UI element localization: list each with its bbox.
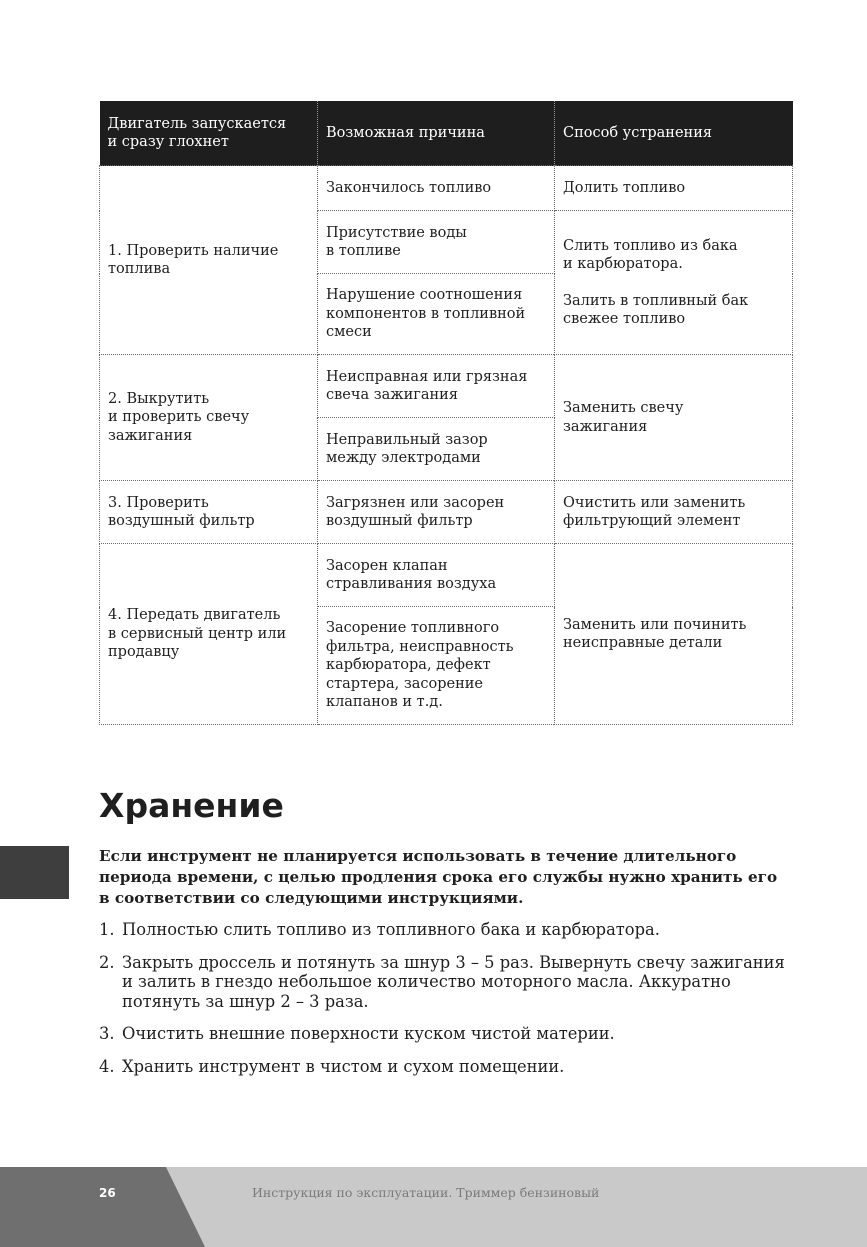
remedy-text: Залить в топливный бак свежее топливо — [563, 292, 749, 327]
list-item-number: 2. — [99, 952, 115, 972]
list-item-number: 3. — [99, 1024, 115, 1043]
list-item-text: Закрыть дроссель и потянуть за шнур 3 – 5 раз. Вывернуть свечу зажигания и залить в гнездо небольшое количество моторного масла. Аккуратно потянуть за шнур 2 – 3 раза. — [122, 952, 785, 1011]
list-item — [99, 953, 789, 1012]
list-item — [99, 1024, 789, 1044]
list-item-text: Очистить внешние поверхности куском чистой материи. — [122, 1024, 615, 1043]
check-cell: 2. Выкрутить и проверить свечу зажигания — [100, 355, 318, 481]
cause-cell: Загрязнен или засорен воздушный фильтр — [318, 481, 555, 544]
cause-cell: Нарушение соотношения компонентов в топливной смеси — [318, 274, 555, 355]
list-item-number: 1. — [99, 920, 115, 939]
list-item — [99, 1057, 789, 1077]
storage-intro: Если инструмент не планируется использовать в течение длительного периода времени, с целью продления срока его службы нужно хранить его в соответствии со следующими инструкциями. — [99, 847, 778, 907]
header-remedy: Способ устранения — [555, 101, 793, 166]
check-cell: 4. Передать двигатель в сервисный центр или продавцу — [100, 544, 318, 725]
cause-cell: Засорение топливного фильтра, неисправность карбюратора, дефект стартера, засорение клапанов и т.д. — [318, 607, 555, 725]
remedy-cell: Заменить свечу зажигания — [555, 355, 793, 481]
table-row — [100, 481, 793, 544]
cause-cell: Неисправная или грязная свеча зажигания — [318, 355, 555, 418]
check-cell: 1. Проверить наличие топлива — [100, 166, 318, 355]
check-cell: 3. Проверить воздушный фильтр — [100, 481, 318, 544]
page-number: 26 — [99, 1186, 116, 1200]
table-row — [100, 355, 793, 418]
remedy-cell: Очистить или заменить фильтрующий элемент — [555, 481, 793, 544]
list-item-text: Полностью слить топливо из топливного бака и карбюратора. — [122, 920, 660, 939]
header-cause: Возможная причина — [318, 101, 555, 166]
troubleshooting-table — [99, 101, 793, 725]
list-item-number: 4. — [99, 1056, 115, 1076]
storage-steps-list — [99, 920, 789, 1089]
list-item — [99, 920, 789, 940]
remedy-text: Слить топливо из бака и карбюратора. — [563, 237, 738, 272]
table-row — [100, 166, 793, 211]
footer-document-title: Инструкция по эксплуатации. Триммер бензиновый — [252, 1185, 600, 1200]
cause-cell: Присутствие воды в топливе — [318, 211, 555, 274]
table-row — [100, 544, 793, 607]
section-side-tab — [0, 846, 69, 899]
cause-cell: Закончилось топливо — [318, 166, 555, 211]
remedy-cell — [555, 211, 793, 355]
list-item-text: Хранить инструмент в чистом и сухом помещении. — [122, 1056, 565, 1076]
cause-cell: Неправильный зазор между электродами — [318, 418, 555, 481]
table-header-row — [100, 101, 793, 166]
header-symptom: Двигатель запускается и сразу глохнет — [100, 101, 318, 166]
section-title: Хранение — [99, 786, 284, 825]
remedy-cell: Заменить или починить неисправные детали — [555, 544, 793, 725]
remedy-cell: Долить топливо — [555, 166, 793, 211]
cause-cell: Засорен клапан стравливания воздуха — [318, 544, 555, 607]
